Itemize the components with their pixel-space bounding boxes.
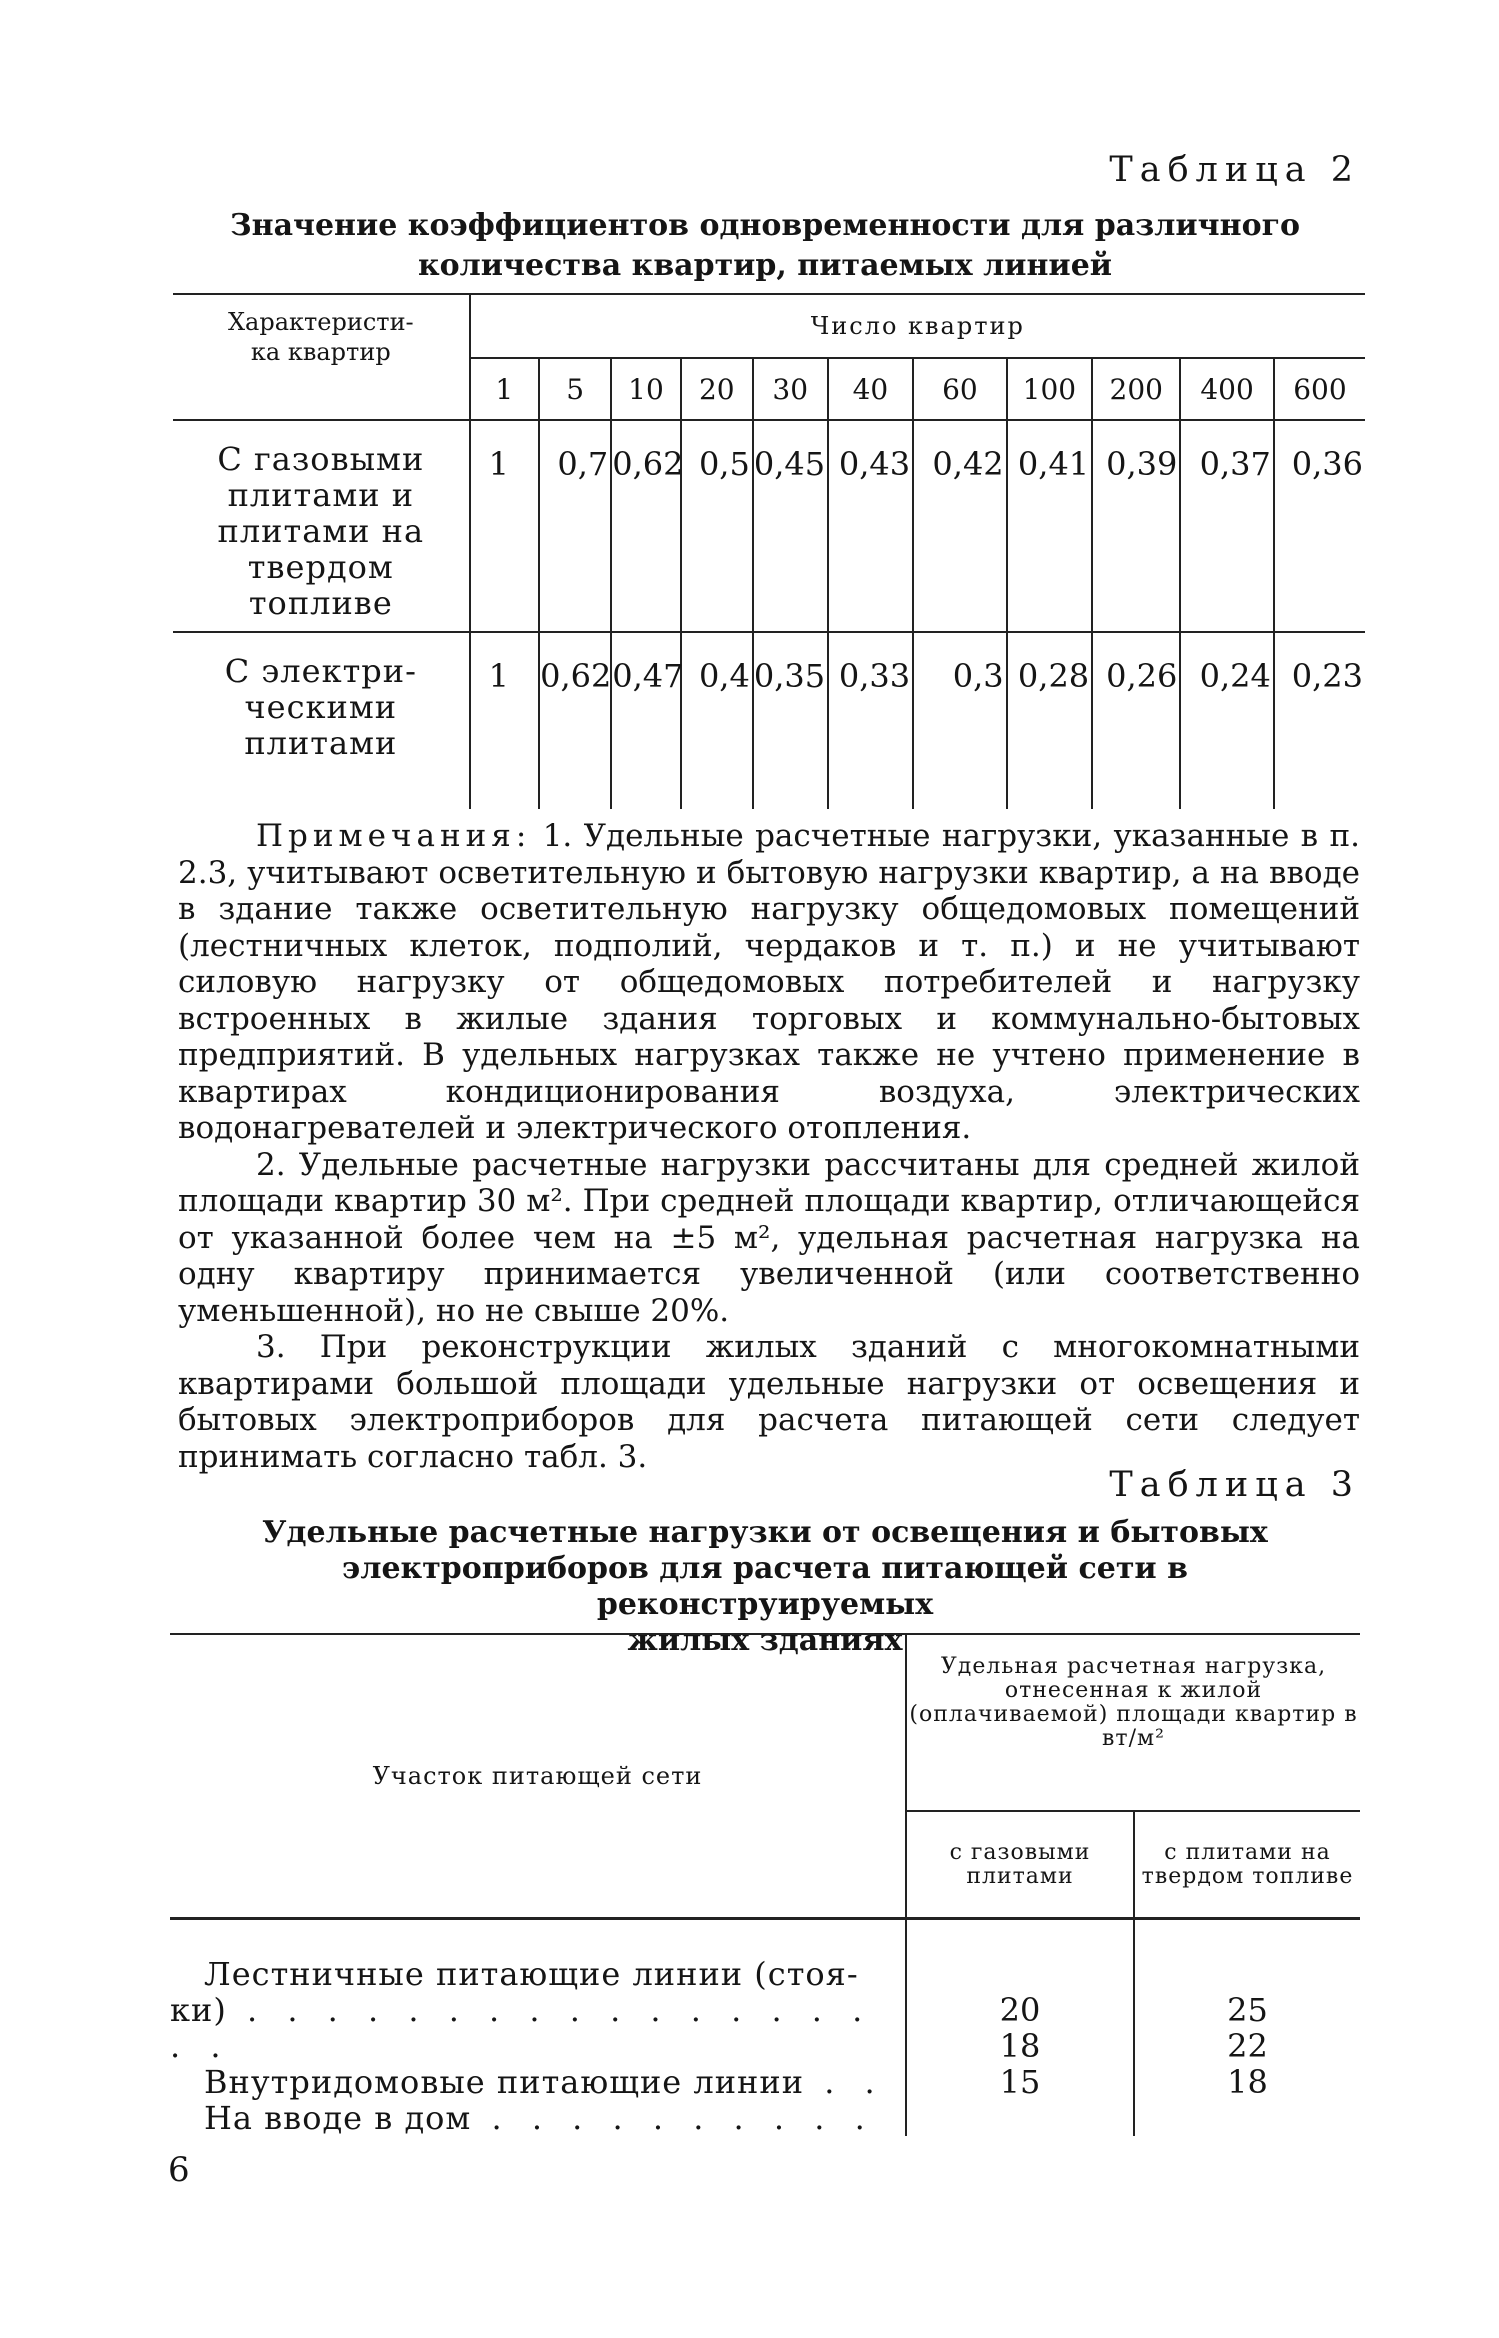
spacer (907, 1956, 1133, 1992)
table2-cell: 0,62 (611, 420, 680, 632)
note-1 (178, 818, 1360, 1147)
table2-cell: 0,7 (539, 420, 611, 632)
header-char-line2: ка квартир (250, 338, 391, 366)
table3-cell: 22 (1227, 2027, 1268, 2065)
table2-cell: 0,24 (1180, 632, 1274, 809)
table3-title-line1: Удельные расчетные нагрузки от освещения и бытовых (262, 1515, 1268, 1550)
table2-col-header: 100 (1007, 358, 1093, 420)
page-number: 6 (168, 2150, 190, 2190)
table2-col-header: 30 (753, 358, 828, 420)
table2-title (200, 206, 1330, 286)
table3-cell: 20 (999, 1991, 1041, 2029)
row-name-text: Внутридомовые питающие линии (204, 2063, 805, 2101)
table3-cell: 25 (1227, 1991, 1268, 2029)
table2-cell: 0,3 (913, 632, 1007, 809)
table2-row-name (173, 632, 470, 809)
table2-cell: 0,36 (1274, 420, 1365, 632)
leader-dots: . . . . . . . . . . (471, 2099, 875, 2137)
table3-gas-values (906, 1919, 1134, 2137)
table2-col-header: 5 (539, 358, 611, 420)
table2-cell: 0,33 (828, 632, 914, 809)
note-2: 2. Удельные расчетные нагрузки рассчитаны для средней жилой площади квартир 30 м². При средней площади квартир, отличающейся от указанной более чем на ±5 м², удельная расчетная нагрузка на одну квартиру принимается увеличенной (или соответственно уменьшенной), но не свыше 20%. (178, 1146, 1360, 1329)
table2-cell: 0,28 (1007, 632, 1093, 809)
table2-col-header: 1 (470, 358, 539, 420)
table2-row-name (173, 420, 470, 632)
table2-col-header: 60 (913, 358, 1007, 420)
row-name-line: Лестничные питающие линии (стоя- (204, 1955, 859, 1993)
table3-row-name (170, 1919, 906, 2137)
table2-col-header: 20 (681, 358, 753, 420)
table2-header-number: Число квартир (470, 294, 1365, 358)
table3-header-group: Удельная расчетная нагрузка, отнесенная к жилой (оплачиваемой) площади квартир в вт/м² (906, 1634, 1360, 1811)
table2-cell: 0,42 (913, 420, 1007, 632)
table-row (173, 420, 1365, 632)
table2-cell: 0,39 (1092, 420, 1180, 632)
table2-cell: 0,45 (753, 420, 828, 632)
table3-header-gas: с газовыми плитами (906, 1811, 1134, 1919)
table3-title-line2: электроприборов для расчета питающей сети в реконструируемых (342, 1551, 1188, 1622)
table3 (170, 1633, 1360, 2136)
notes (178, 818, 1360, 1475)
note-3: 3. При реконструкции жилых зданий с многокомнатными квартирами большой площади удельные нагрузки от освещения и бытовых электроприборов для расчета питающей сети следует принимать согласно табл. 3. (178, 1329, 1360, 1475)
table2-cell: 0,26 (1092, 632, 1180, 809)
table3-header-solid: с плитами на твердом топливе (1134, 1811, 1360, 1919)
row-name-line: С газовыми (217, 440, 425, 478)
row-name-line (170, 1992, 905, 2064)
table2-cell: 0,5 (681, 420, 753, 632)
table-row (173, 632, 1365, 809)
row-name-line (170, 2064, 905, 2100)
row-name-text: На вводе в дом (204, 2099, 472, 2137)
notes-lead: Примечания: (256, 818, 532, 854)
table2-col-header: 200 (1092, 358, 1180, 420)
table2-col-header: 10 (611, 358, 680, 420)
row-name-line: плитами на (217, 512, 425, 550)
row-name-line: плитами (244, 724, 398, 762)
leader-dots: . . (804, 2063, 885, 2101)
table3-header-section: Участок питающей сети (170, 1634, 906, 1919)
table2-title-line2: количества квартир, питаемых линией (417, 248, 1113, 283)
table3-cell: 18 (999, 2027, 1041, 2065)
table2-col-header: 400 (1180, 358, 1274, 420)
table2-col-header: 600 (1274, 358, 1365, 420)
table2-header-characteristic (173, 294, 470, 420)
table3-title-line3: жилых зданиях (627, 1623, 903, 1658)
row-name-line (170, 2100, 905, 2136)
table2-cell: 1 (470, 420, 539, 632)
table2-cell: 0,41 (1007, 420, 1093, 632)
row-name-line: твердом (247, 548, 394, 586)
table2-cell: 0,35 (753, 632, 828, 809)
table3-label: Таблица 3 (1109, 1465, 1360, 1505)
table2-label: Таблица 2 (1109, 150, 1360, 190)
row-name-line: С электри- (224, 652, 417, 690)
note-1-text: 1. Удельные расчетные нагрузки, указанные в п. 2.3, учитывают осветительную и бытовую нагрузки квартир, а на вводе в здание также осветительную нагрузку общедомовых помещений (лестничных клеток, подполий, чердаков и т. п.) и не учитывают силовую нагрузку от общедомовых потребителей и нагрузку встроенных в жилые здания торговых и коммунально-бытовых предприятий. В удельных нагрузках также не учтено применение в квартирах кондиционирования воздуха, электрических водонагревателей и электрического отопления. (178, 818, 1360, 1146)
row-name-text: ки) (170, 1991, 227, 2029)
table3-solid-values (1134, 1919, 1360, 2137)
table2-cell: 0,43 (828, 420, 914, 632)
table2-cell: 0,4 (681, 632, 753, 809)
table2 (173, 293, 1365, 809)
table2-cell: 0,47 (611, 632, 680, 809)
table2-cell: 0,23 (1274, 632, 1365, 809)
leader-dots: . . . . . . . . . . . . . . . . . . (170, 1991, 873, 2065)
table2-title-line1: Значение коэффициентов одновременности для различного (229, 208, 1300, 243)
row-name-line: топливе (248, 584, 393, 622)
table3-cell: 18 (1227, 2063, 1268, 2101)
table2-cell: 0,37 (1180, 420, 1274, 632)
row-name-line: ческими (244, 688, 398, 726)
table2-cell: 0,62 (539, 632, 611, 809)
header-char-line1: Характеристи- (227, 308, 414, 336)
table3-cell: 15 (999, 2063, 1041, 2101)
table2-col-header: 40 (828, 358, 914, 420)
row-name-line: плитами и (227, 476, 415, 514)
spacer (1135, 1956, 1360, 1992)
table2-cell: 1 (470, 632, 539, 809)
table-row (170, 1919, 1360, 2137)
